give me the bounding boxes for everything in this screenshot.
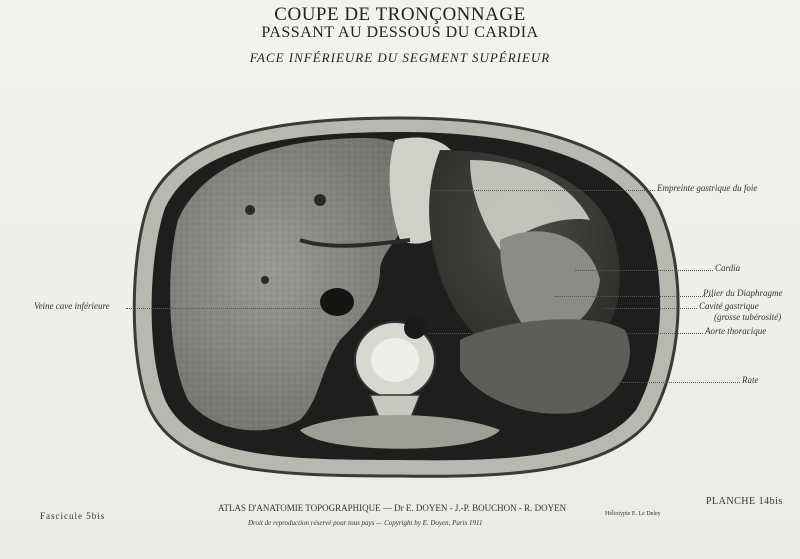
label-aorte: Aorte thoracique xyxy=(705,326,767,336)
footer-copyright: Droit de reproduction réservé pour tous pays — Copyright by E. Doyen, Paris 1911 xyxy=(248,519,483,527)
vena-cava xyxy=(320,288,354,316)
footer-printer: Héliotypie E. Le Deley xyxy=(605,511,661,517)
title-line-2: PASSANT AU DESSOUS DU CARDIA xyxy=(261,24,539,41)
label-veine-cave: Veine cave inférieure xyxy=(34,301,110,311)
label-cardia: Cardia xyxy=(715,263,741,273)
label-cavite-sub: (grosse tubérosité) xyxy=(714,312,782,322)
label-cavite: Cavité gastrique xyxy=(699,301,759,311)
subtitle: FACE INFÉRIEURE DU SEGMENT SUPÉRIEUR xyxy=(249,50,551,65)
label-empreinte: Empreinte gastrique du foie xyxy=(657,183,758,193)
label-pilier: Pilier du Diaphragme xyxy=(703,288,783,298)
footer-planche: PLANCHE 14bis xyxy=(706,496,783,507)
aorta xyxy=(404,317,426,339)
title-line-1: COUPE DE TRONÇONNAGE xyxy=(274,4,526,25)
footer-atlas: ATLAS D'ANATOMIE TOPOGRAPHIQUE — Dr E. DOYEN - J.-P. BOUCHON - R. DOYEN xyxy=(218,503,567,513)
label-rate: Rate xyxy=(742,375,759,385)
footer-fascicule: Fascicule 5bis xyxy=(40,511,106,521)
